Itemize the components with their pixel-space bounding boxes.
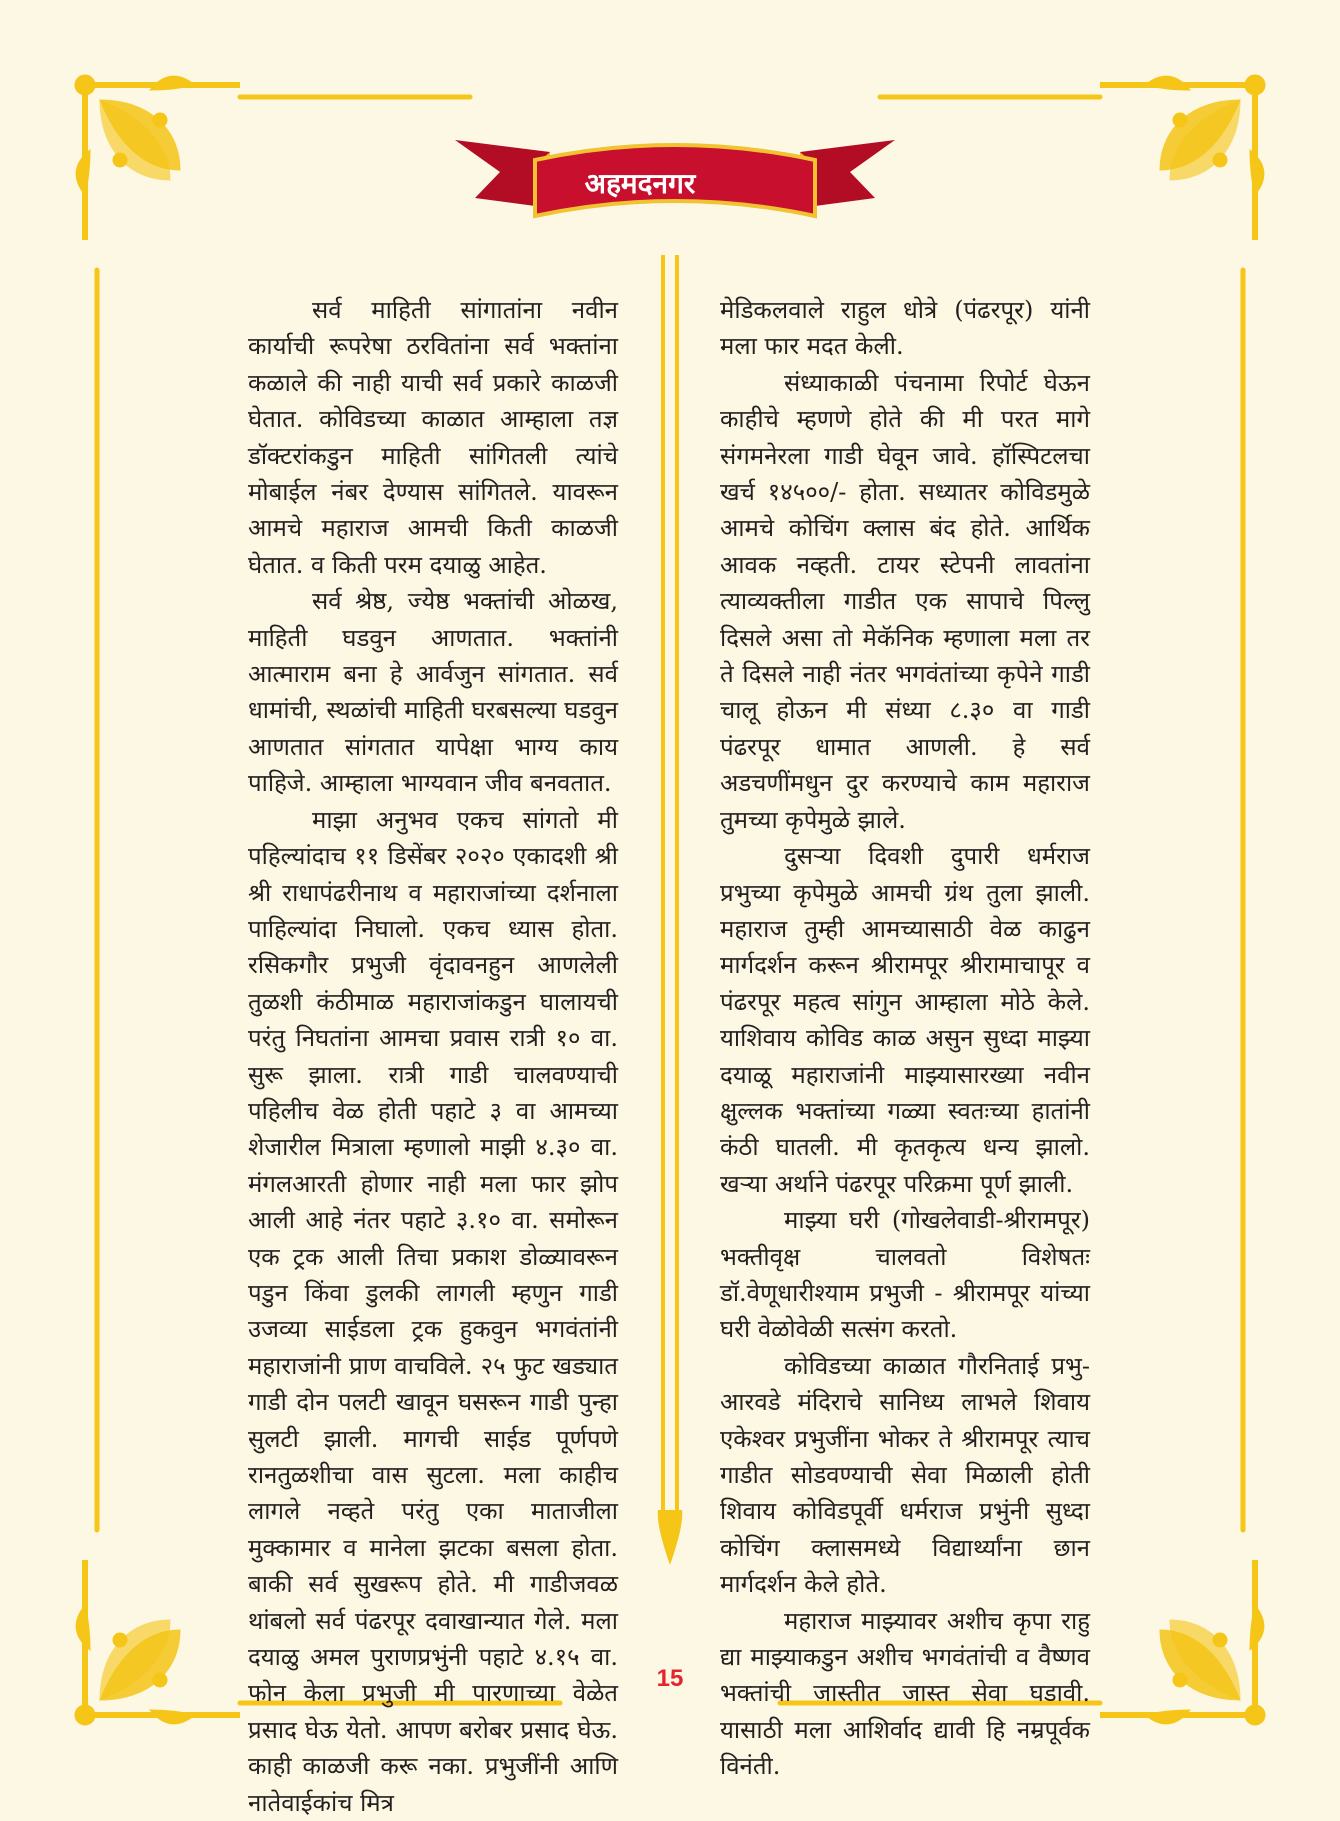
article-right-column <box>720 292 1090 1785</box>
banner-title: अहमदनगर <box>584 167 696 200</box>
corner-ornament-bottom-right-icon <box>1100 1560 1265 1725</box>
page-number: 15 <box>656 1665 684 1692</box>
paragraph: दुसऱ्या दिवशी दुपारी धर्मराज प्रभुच्या कृपेमुळे आमची ग्रंथ तुला झाली. महाराज तुम्ही आमच्यासाठी वेळ काढुन मार्गदर्शन करून श्रीरामपूर श्रीरामाचापूर व पंढरपूर महत्व सांगुन आम्हाला मोठे केले. याशिवाय कोविड काळ असुन सुध्दा माझ्या दयाळू महाराजांनी माझ्यासारख्या नवीन क्षुल्लक भक्तांच्या गळ्या स्वतःच्या हातांनी कंठी घातली. मी कृतकृत्य धन्य झालो. खऱ्या अर्थाने पंढरपूर परिक्रमा पूर्ण झाली. <box>720 842 1090 1198</box>
paragraph: संध्याकाळी पंचनामा रिपोर्ट घेऊन काहीचे म्हणणे होते की मी परत मागे संगमनेरला गाडी घेवून जावे. हॉस्पिटलचा खर्च १४५००/- होता. सध्यातर कोविडमुळे आमचे कोचिंग क्लास बंद होते. आर्थिक आवक नव्हती. टायर स्टेपनी लावतांना त्याव्यक्तीला गाडीत एक सापाचे पिल्लु दिसले असा तो मेकॅनिक म्हणाला मला तर ते दिसले नाही नंतर भगवंतांच्या कृपेने गाडी चालू होऊन मी संध्या ८.३० वा गाडी पंढरपूर धामात आणली. हे सर्व अडचणींमधुन दुर करण्याचे काम महाराज तुमच्या कृपेमुळे झाले. <box>720 368 1090 834</box>
paragraph: कोविडच्या काळात गौरनिताई प्रभु-आरवडे मंदिराचे सानिध्य लाभले शिवाय एकेश्वर प्रभुजींना भोकर ते श्रीरामपूर त्याच गाडीत सोडवण्याची सेवा मिळाली होती शिवाय कोविडपूर्वी धर्मराज प्रभुंनी सुध्दा कोचिंग क्लासमध्ये विद्यार्थ्यांना छान मार्गदर्शन केले होते. <box>720 1351 1090 1599</box>
corner-ornament-bottom-left-icon <box>75 1560 240 1725</box>
corner-ornament-top-left-icon <box>75 75 240 240</box>
paragraph: मेडिकलवाले राहुल धोत्रे (पंढरपूर) यांनी मला फार मदत केली. <box>720 296 1090 361</box>
paragraph: माझ्या घरी (गोखलेवाडी-श्रीरामपूर) भक्तीवृक्ष चालवतो विशेषतः डॉ.वेणूधारीश्याम प्रभुजी - श्रीरामपूर यांच्या घरी वेळोवेळी सत्संग करतो. <box>720 1206 1090 1344</box>
paragraph: माझा अनुभव एकच सांगतो मी पहिल्यांदाच ११ डिसेंबर २०२० एकादशी श्री श्री राधापंढरीनाथ व महाराजांच्या दर्शनाला पाहिल्यांदा निघालो. एकच ध्यास होता. रसिकगौर प्रभुजी वृंदावनहुन आणलेली तुळशी कंठीमाळ महाराजांकडुन घालायची परंतु निघतांना आमचा प्रवास रात्री १० वा. सुरू झाला. रात्री गाडी चालवण्याची पहिलीच वेळ होती पहाटे ३ वा आमच्या शेजारील मित्राला म्हणालो माझी ४.३० वा. मंगलआरती होणार नाही मला फार झोप आली आहे नंतर पहाटे ३.१० वा. समोरून एक ट्रक आली तिचा प्रकाश डोळ्यावरून पडुन किंवा डुलकी लागली म्हणुन गाडी उजव्या साईडला ट्रक हुकवुन भगवंतांनी महाराजांनी प्राण वाचविले. २५ फुट खड्यात गाडी दोन पलटी खावून घसरून गाडी पुन्हा सुलटी झाली. मागची साईड पूर्णपणे रानतुळशीचा वास सुटला. मला काहीच लागले नव्हते परंतु एका माताजीला मुक्कामार व मानेला झटका बसला होता. बाकी सर्व सुखरूप होते. मी गाडीजवळ थांबलो सर्व पंढरपूर दवाखान्यात गेले. मला दयाळु अमल पुराणप्रभुंनी पहाटे ४.१५ वा. फोन केला प्रभुजी मी पारणाच्या वेळेत प्रसाद घेऊ येतो. आपण बरोबर प्रसाद घेऊ. काही काळजी करू नका. प्रभुजींनी आणि नातेवाईकांच मित्र <box>248 805 618 1817</box>
column-divider <box>650 255 690 1565</box>
paragraph: सर्व माहिती सांगातांना नवीन कार्याची रूपरेषा ठरवितांना सर्व भक्तांना कळाले की नाही याची सर्व प्रकारे काळजी घेतात. कोविडच्या काळात आम्हाला तज्ञ डॉक्टरांकडुन माहिती सांगितली त्यांचे मोबाईल नंबर देण्यास सांगितले. यावरून आमचे महाराज आमची किती काळजी घेतात. व किती परम दयाळु आहेत. <box>248 296 618 579</box>
corner-ornament-top-right-icon <box>1100 75 1265 240</box>
article-left-column <box>248 292 618 1821</box>
paragraph: महाराज माझ्यावर अशीच कृपा राहु द्या माझ्याकडुन अशीच भगवंतांची व वैष्णव भक्तांची जास्तीत जास्त सेवा घडावी. यासाठी मला आशिर्वाद द्यावी हि नम्रपूर्वक विनंती. <box>720 1606 1090 1781</box>
pendant-drop-icon <box>658 1510 683 1565</box>
paragraph: सर्व श्रेष्ठ, ज्येष्ठ भक्तांची ओळख, माहिती घडवुन आणतात. भक्तांनी आत्माराम बना हे आर्वजुन सांगतात. सर्व धामांची, स्थळांची माहिती घरबसल्या घडवुन आणतात सांगतात यापेक्षा भाग्य काय पाहिजे. आम्हाला भाग्यवान जीव बनवतात. <box>248 587 618 798</box>
